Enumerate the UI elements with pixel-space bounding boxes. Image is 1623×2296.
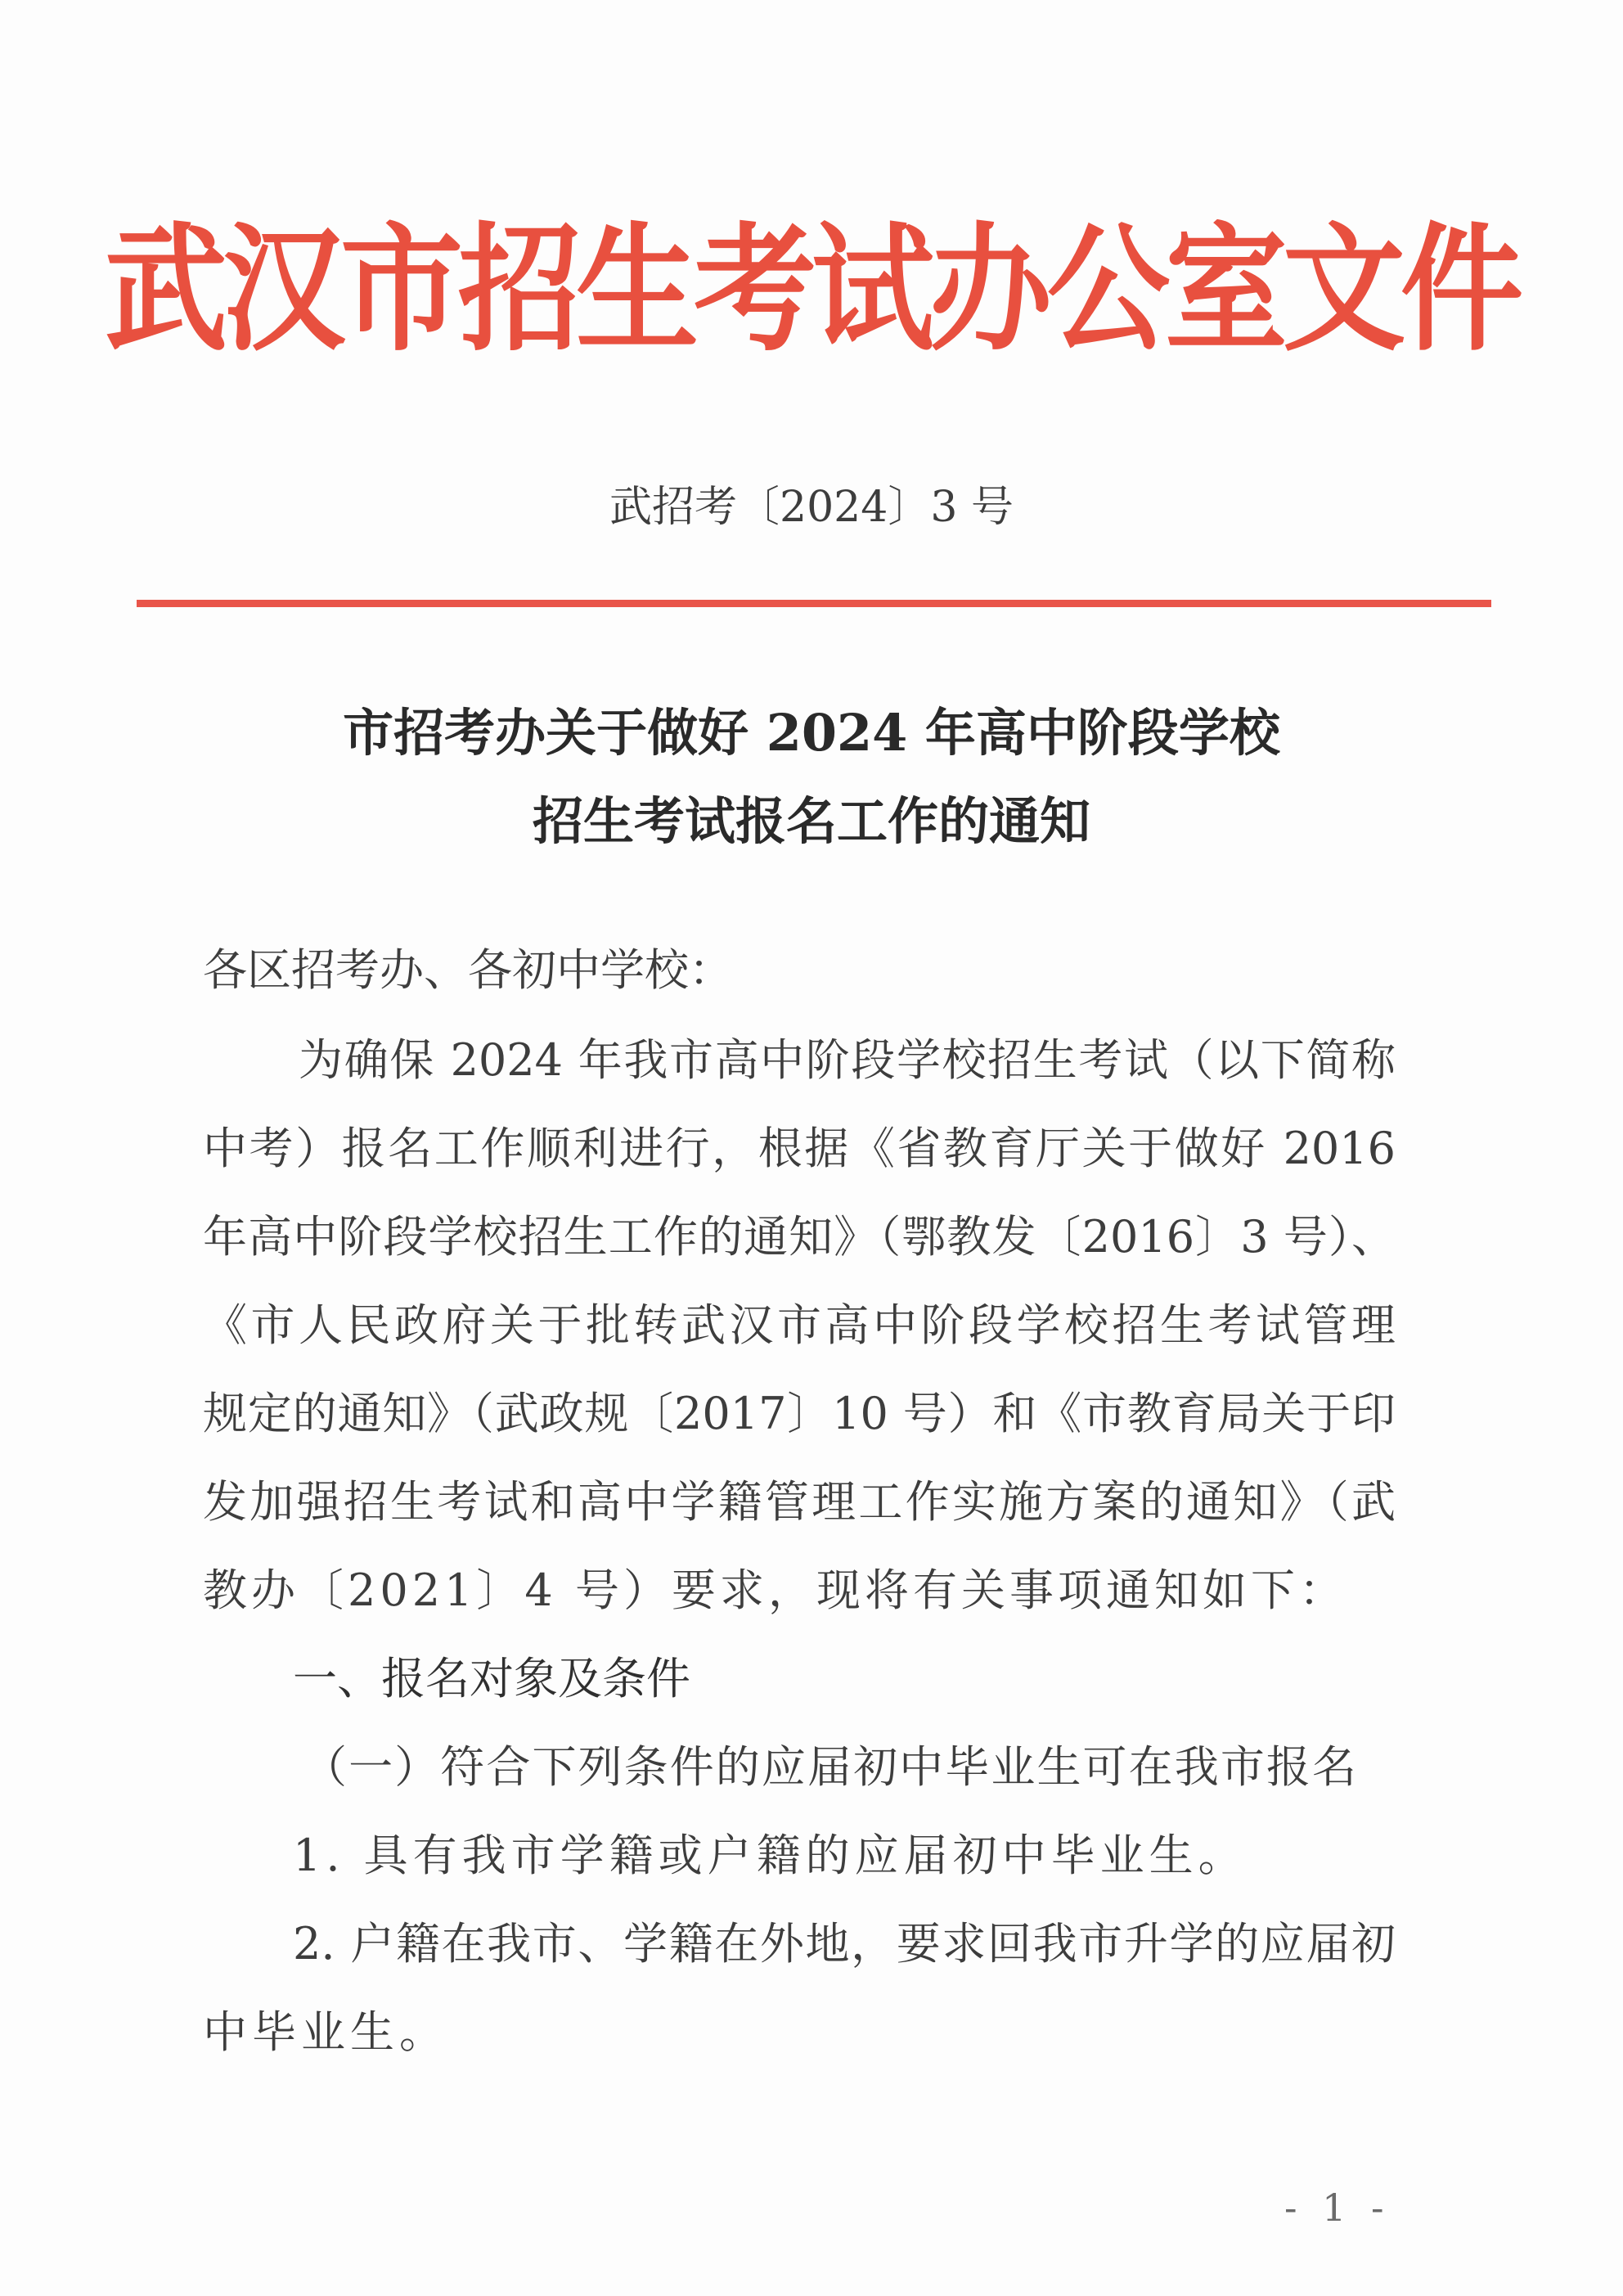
list-item: 2. 户籍在我市、学籍在外地，要求回我市升学的应届初	[293, 1918, 1396, 1970]
red-divider-line	[137, 600, 1491, 607]
body-line: 《市人民政府关于批转武汉市高中阶段学校招生考试管理	[203, 1299, 1396, 1351]
body-line: 为确保 2024 年我市高中阶段学校招生考试（以下简称	[299, 1034, 1396, 1086]
list-item-continuation: 中毕业生。	[203, 2006, 448, 2058]
list-item: 1. 具有我市学籍或户籍的应届初中毕业生。	[293, 1830, 1248, 1881]
body-line: 中考）报名工作顺利进行，根据《省教育厅关于做好 2016	[203, 1123, 1396, 1174]
page-number: - 1 -	[1284, 2186, 1391, 2230]
sub-heading: （一）符合下列条件的应届初中毕业生可在我市报名	[303, 1741, 1356, 1793]
body-line: 发加强招生考试和高中学籍管理工作实施方案的通知》（武	[203, 1476, 1396, 1528]
body-line: 年高中阶段学校招生工作的通知》（鄂教发〔2016〕3 号）、	[203, 1211, 1396, 1263]
salutation: 各区招考办、各初中学校：	[203, 944, 733, 996]
document-number: 武招考〔2024〕3 号	[609, 483, 1014, 532]
body-line: 教办〔2021〕4 号）要求，现将有关事项通知如下：	[203, 1564, 1347, 1616]
section-heading: 一、报名对象及条件	[293, 1653, 690, 1704]
notice-title-line-1: 市招考办关于做好 2024 年高中阶段学校	[343, 703, 1280, 763]
body-line: 规定的通知》（武政规〔2017〕10 号）和《市教育局关于印	[203, 1388, 1396, 1439]
masthead-title: 武汉市招生考试办公室文件	[104, 210, 1518, 371]
notice-title-line-2: 招生考试报名工作的通知	[532, 791, 1090, 851]
